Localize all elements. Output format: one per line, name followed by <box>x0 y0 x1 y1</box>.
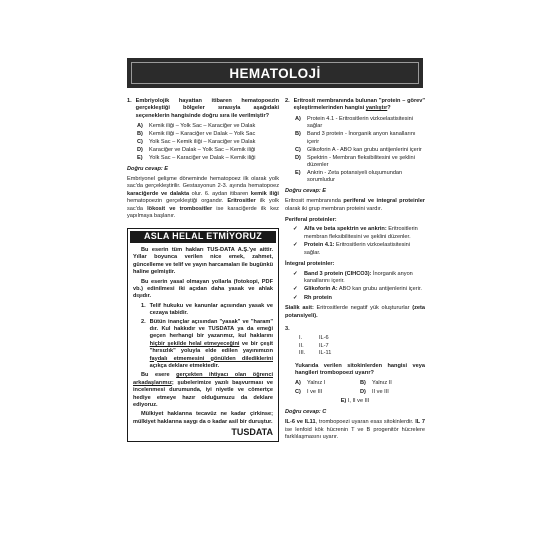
option-b[interactable] <box>137 131 279 138</box>
question-1-stem <box>127 98 279 120</box>
option-text: Kemik iliği – Karaciğer ve Dalak – Yolk Sac <box>149 131 256 138</box>
option-e[interactable] <box>137 155 279 162</box>
answer-line: Doğru cevap: C <box>285 408 327 415</box>
option-text: Yolk Sac – Karaciğer ve Dalak – Kemik iliği <box>149 155 256 162</box>
notice-list <box>133 303 273 371</box>
option-c[interactable]: C) Glikoforin A - ABO kan grubu antijenlerini içerir <box>295 146 422 153</box>
answer-line: Doğru cevap: E <box>127 165 169 172</box>
right-column <box>285 98 425 441</box>
option-b[interactable]: B) Yalnız II <box>360 380 392 387</box>
banner-title: HEMATOLOJİ <box>229 65 321 81</box>
question-2-stem <box>285 98 425 113</box>
explanation-text: Embriyonel gelişme döneminde hematopoez ilk olarak yolk sac'da gerçekleştirilir. Gestasyonun 2-3. ayında hematopoez karaciğerde ve dalakta olur. 6. aydan itibaren kemik iliği hematopoezin gerçekleştiği organdır. Eritrositler ilk yolk sac'da lökosit ve trombositler ise karaciğerde ilk kez yapılmaya başlanır. <box>127 176 279 220</box>
question-3-options <box>285 380 425 397</box>
option-text: Karaciğer ve Dalak – Yolk Sac – Kemik iliği <box>149 147 256 154</box>
option-d[interactable]: D) Spektrin - Membran fleksibilitesini ve şeklini düzenler <box>295 154 415 169</box>
checkmark-icon: ✓ <box>293 270 298 277</box>
option-b[interactable]: B) Band 3 protein - İnorganik anyon kanallarını içerir <box>295 131 416 145</box>
check-item: ✓ Glikoforin A: ABO kan grubu antijenlerini içerir. <box>293 286 422 293</box>
question-number: 3. <box>285 325 290 332</box>
explanation-text: Eritrosit membranında periferal ve integral proteinler olarak iki grup membran proteini vardır. <box>285 198 425 212</box>
question-text: Yukarıda verilen sitokinlerden hangisi veya hangileri trombopoezi uyarır? <box>295 362 425 376</box>
roman-item: II. IL-7 <box>299 342 329 349</box>
option-d[interactable]: D) II ve III <box>360 389 389 396</box>
option-a[interactable]: A) Protein 4.1 - Eritrositlerin vizkoelastisitesini sağlar <box>295 115 414 130</box>
option-c[interactable] <box>137 139 279 146</box>
roman-item: I. IL-6 <box>299 335 329 342</box>
roman-list <box>285 335 425 357</box>
notice-paragraph: Bu eserin yasal olmayan yollarla (fotokopi, PDF vb.) edinilmesi iki açıdan daha yasak ve ahlak dışıdır. <box>133 278 273 300</box>
roman-item: III. IL-11 <box>299 350 332 357</box>
notice-paragraph: Bu eserin tüm hakları TUS-DATA A.Ş.'ye aittir. Yıllar boyunca verilen nice emek, zahmet, güncelleme ve telif ve yayın harcamaları ile bugünkü haline gelmiştir. <box>133 246 273 276</box>
brand-logo-text: TUSDATA <box>231 427 273 438</box>
notice-paragraph: Mülkiyet haklarına tecavüz ne kadar çirkinse; mülkiyet haklarına saygı da o kadar asil bir duruştur. <box>133 411 273 425</box>
question-text: Eritrosit membranında bulunan "protein – görev" eşleştirmelerinden hangisi yanlıştır? <box>293 98 425 112</box>
question-2-options <box>285 116 425 185</box>
option-a[interactable]: A) Yalnız I <box>295 380 326 387</box>
option-a[interactable] <box>137 123 279 130</box>
check-item: ✓ Protein 4.1: Eritrositlerin vizkoelastisitesini sağlar. <box>293 242 411 256</box>
check-item: ✓ Band 3 protein (CIHCO3): İnorganik anyon kanallarını içerir. <box>293 270 413 284</box>
notice-list-item: 2. Bütün inançlar açısından "yasak" ve "haram" dır. Kul hakkıdır ve TUSDATA ya da emeği geçen herhangi bir yazarımız, kul haklarını hiçbir şekilde helal etmeyeceğini ve bir çeşit "hırsızlık" yoluyla elde edilen yayınımızın faydalı etmemesini gönülden dilediklerini açıkça deklare etmektedir. <box>141 318 273 369</box>
copyright-notice-box <box>127 228 279 441</box>
option-c[interactable]: C) I ve III <box>295 389 323 396</box>
checkmark-icon: ✓ <box>293 286 298 293</box>
notice-list-item: 1. Telif hukuku ve kanunlar açısından yasak ve cezaya tabidir. <box>141 302 273 317</box>
option-letter: D) <box>137 147 143 154</box>
option-letter: E) <box>137 155 143 162</box>
integral-heading: İntegral proteinler: <box>285 261 335 268</box>
option-letter: B) <box>137 131 143 138</box>
explanation-text: IL-6 ve IL11, trombopoezi uyaran esas sitokinlerdir. IL 7 ise lenfoid kök hücrenin T ve B progenitör hücrelere farklılaşmasını uyarır. <box>285 419 425 440</box>
question-text: Embriyolojik hayattan itibaren hematopoezin gerçekleştiği bölgeler sırasıyla aşağıdaki seçeneklerin hangisinde doğru sıra ile verilmiştir? <box>135 98 279 119</box>
section-banner <box>127 58 423 88</box>
question-1-options <box>127 123 279 162</box>
option-text: Kemik iliği – Yolk Sac – Karaciğer ve Dalak <box>149 123 256 130</box>
sialic-acid-note: Sialik asit: Eritrositlerde negatif yük oluştururlar (zeta potansiyeli). <box>285 305 425 319</box>
option-e[interactable]: E) Ankrin - Zeta potansiyeli oluşumundan sorumludur <box>295 170 403 184</box>
option-d[interactable] <box>137 147 279 154</box>
checkmark-icon: ✓ <box>293 242 298 249</box>
checkmark-icon: ✓ <box>293 294 298 301</box>
question-3-stem <box>285 326 425 333</box>
option-e[interactable]: E) I, II ve III <box>340 398 370 405</box>
check-item: ✓ Rh protein <box>293 294 332 301</box>
notice-title: ASLA HELAL ETMİYORUZ <box>130 231 276 242</box>
question-number: 2. <box>285 98 290 104</box>
option-letter: C) <box>137 139 143 146</box>
notice-paragraph: Bu esere gerçekten ihtiyacı olan öğrenci arkadaşlarımız; şubelerimize yazılı başvurması ve incelenmesi durumunda, iyi niyetle ve cömertçe hediye etmeye hazır olduğumuzu da deklare ediyoruz. <box>133 372 274 408</box>
answer-line: Doğru cevap: E <box>285 187 327 194</box>
option-letter: A) <box>137 123 143 130</box>
integral-list <box>285 271 425 303</box>
option-text: Yolk Sac – Kemik iliği – Karaciğer ve Dalak <box>149 139 256 146</box>
periferal-heading: Periferal proteinler: <box>285 217 337 224</box>
left-column <box>127 98 279 442</box>
question-number: 1. <box>127 98 132 104</box>
check-item: ✓ Alfa ve beta spektrin ve ankrin: Eritrositlerin membran fleksibilitesini ve şeklini düzenler. <box>293 226 418 240</box>
checkmark-icon: ✓ <box>293 226 298 233</box>
periferal-list <box>285 226 425 257</box>
